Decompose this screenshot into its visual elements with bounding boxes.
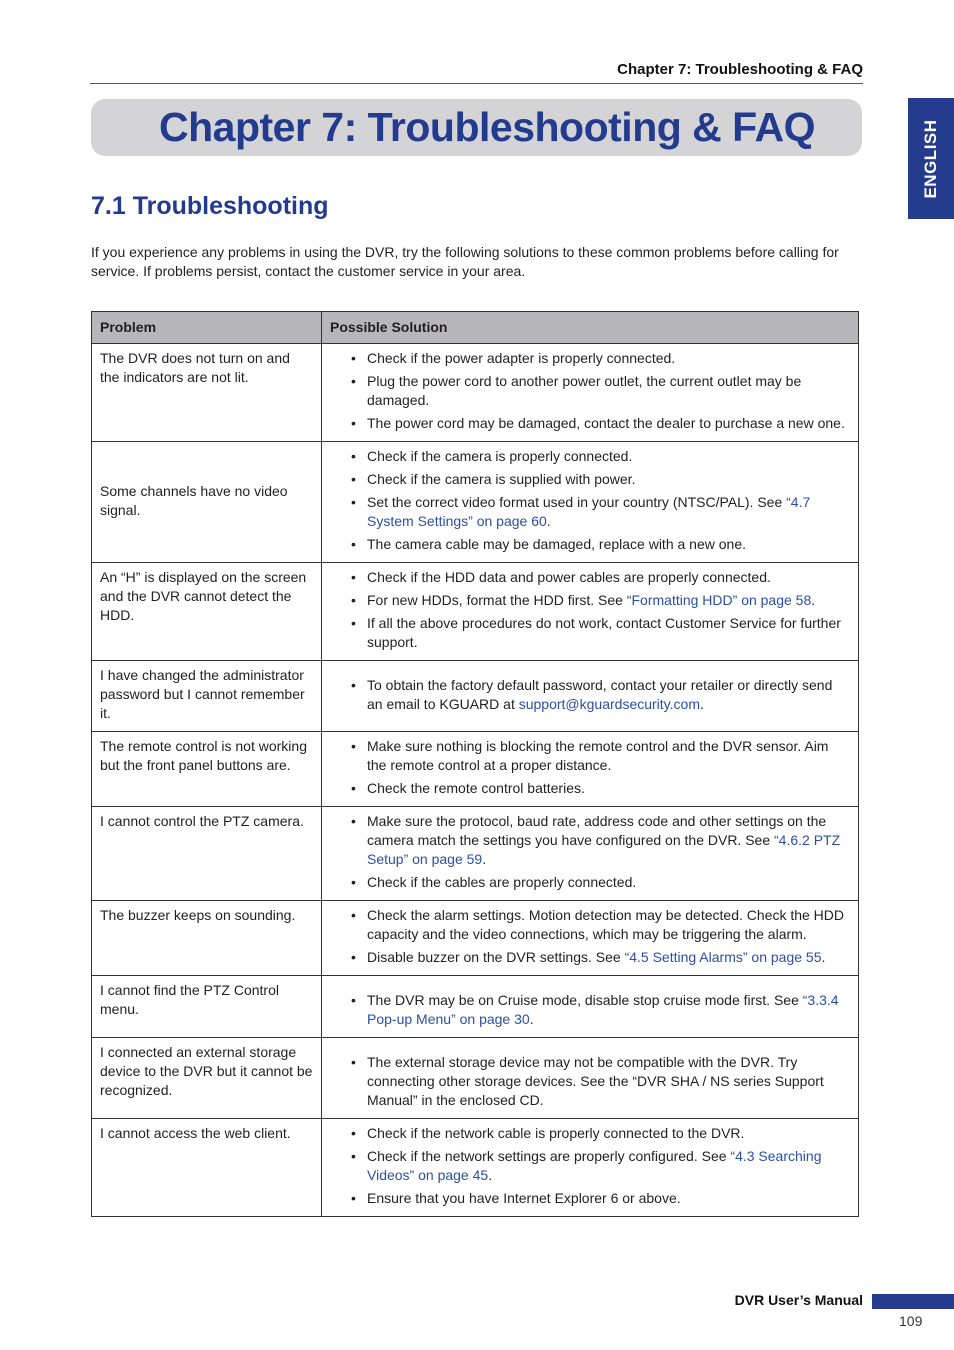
cross-reference-link[interactable]: “3.3.4 Pop-up Menu” on page 30 (367, 992, 839, 1027)
solution-list (330, 906, 850, 967)
solution-text-end: . (821, 949, 826, 965)
problem-cell: The DVR does not turn on and the indicators are not lit. (92, 344, 322, 442)
solution-item (330, 349, 850, 368)
language-tab (908, 98, 954, 219)
solution-item (330, 1124, 850, 1143)
solution-list (330, 1053, 850, 1110)
solution-list (330, 676, 850, 714)
solution-cell (322, 442, 859, 563)
solution-item (330, 873, 850, 892)
solution-list (330, 349, 850, 433)
cross-reference-link[interactable]: “4.7 System Settings” on page 60 (367, 494, 811, 529)
table-row (92, 563, 859, 661)
solution-text: Check the alarm settings. Motion detection may be detected. Check the HDD capacity and the video connections, which may be triggering the alarm. (367, 907, 845, 942)
table-row (92, 1119, 859, 1217)
solution-cell (322, 976, 859, 1038)
cross-reference-link[interactable]: “4.5 Setting Alarms” on page 55 (624, 949, 822, 965)
solution-text: Check if the cables are properly connected. (367, 874, 637, 890)
solution-text: The DVR may be on Cruise mode, disable stop cruise mode first. See (367, 992, 803, 1008)
solution-item (330, 447, 850, 466)
solution-cell (322, 661, 859, 732)
solution-item (330, 676, 850, 714)
solution-item (330, 1147, 850, 1185)
solution-text: Make sure the protocol, baud rate, address code and other settings on the camera match the settings you have configured on the DVR. See (367, 813, 827, 848)
intro-paragraph: If you experience any problems in using the DVR, try the following solutions to these common problems before calling for service. If problems persist, contact the customer service in your area. (91, 244, 839, 279)
solution-text: Ensure that you have Internet Explorer 6 or above. (367, 1190, 681, 1206)
solution-item (330, 812, 850, 869)
solution-text: Check if the HDD data and power cables are properly connected. (367, 569, 771, 585)
solution-text-end: . (811, 592, 816, 608)
solution-text: Check the remote control batteries. (367, 780, 585, 796)
solution-list (330, 991, 850, 1029)
table-header-row (92, 312, 859, 344)
footer-accent-bar (872, 1294, 954, 1309)
problem-cell: An “H” is displayed on the screen and the DVR cannot detect the HDD. (92, 563, 322, 661)
cross-reference-link[interactable]: “4.6.2 PTZ Setup” on page 59 (367, 832, 841, 867)
solution-item (330, 1053, 850, 1110)
solution-cell (322, 807, 859, 901)
solution-item (330, 991, 850, 1029)
problem-cell: The remote control is not working but the front panel buttons are. (92, 732, 322, 807)
solution-list (330, 737, 850, 798)
problem-cell: I cannot access the web client. (92, 1119, 322, 1217)
solution-list (330, 812, 850, 892)
solution-cell (322, 563, 859, 661)
problem-column-header: Problem (92, 312, 322, 344)
solution-cell (322, 732, 859, 807)
solution-list (330, 1124, 850, 1208)
solution-text: The external storage device may not be compatible with the DVR. Try connecting other storage devices. See the “DVR SHA / NS series Support Manual” in the enclosed CD. (367, 1054, 824, 1108)
solution-text: Check if the camera is supplied with power. (367, 471, 636, 487)
chapter-title: Chapter 7: Troubleshooting & FAQ (159, 104, 815, 150)
solution-cell (322, 1119, 859, 1217)
solution-text: Plug the power cord to another power outlet, the current outlet may be damaged. (367, 373, 802, 408)
cross-reference-link[interactable]: “4.3 Searching Videos” on page 45 (367, 1148, 822, 1183)
solution-item (330, 591, 850, 610)
header-divider (90, 83, 863, 84)
solution-text-end: . (529, 1011, 534, 1027)
solution-item (330, 906, 850, 944)
solution-text: Check if the network cable is properly connected to the DVR. (367, 1125, 745, 1141)
solution-item (330, 414, 850, 433)
solution-text: The power cord may be damaged, contact the dealer to purchase a new one. (367, 415, 845, 431)
solution-item (330, 948, 850, 967)
solution-text-end: . (546, 513, 551, 529)
table-row (92, 807, 859, 901)
table-row (92, 1038, 859, 1119)
running-header: Chapter 7: Troubleshooting & FAQ (617, 61, 863, 78)
problem-cell: I cannot find the PTZ Control menu. (92, 976, 322, 1038)
solution-item (330, 372, 850, 410)
solution-item (330, 568, 850, 587)
troubleshooting-table (91, 311, 859, 1217)
solution-item (330, 535, 850, 554)
solution-text: To obtain the factory default password, contact your retailer or directly send an email to KGUARD at (367, 677, 833, 712)
table-row (92, 901, 859, 976)
solution-text: Check if the network settings are properly configured. See (367, 1148, 731, 1164)
solution-list (330, 447, 850, 554)
footer-manual-name: DVR User’s Manual (734, 1292, 863, 1308)
solution-text: The camera cable may be damaged, replace with a new one. (367, 536, 746, 552)
table-row (92, 344, 859, 442)
cross-reference-link[interactable]: support@kguardsecurity.com (518, 696, 700, 712)
problem-cell: I have changed the administrator password but I cannot remember it. (92, 661, 322, 732)
solution-cell (322, 901, 859, 976)
solution-cell (322, 1038, 859, 1119)
table-body (92, 344, 859, 1217)
language-tab-label: ENGLISH (921, 118, 940, 199)
table-row (92, 661, 859, 732)
table-row (92, 442, 859, 563)
solution-text: Make sure nothing is blocking the remote control and the DVR sensor. Aim the remote control at a proper distance. (367, 738, 829, 773)
table-row (92, 732, 859, 807)
solution-text: If all the above procedures do not work, contact Customer Service for further support. (367, 615, 841, 650)
solution-text: Check if the camera is properly connected. (367, 448, 633, 464)
solution-text-end: . (482, 851, 487, 867)
solution-text-end: . (699, 696, 704, 712)
cross-reference-link[interactable]: “Formatting HDD” on page 58 (626, 592, 812, 608)
solution-list (330, 568, 850, 652)
solution-text: Set the correct video format used in your country (NTSC/PAL). See (367, 494, 787, 510)
problem-cell: I cannot control the PTZ camera. (92, 807, 322, 901)
problem-cell: I connected an external storage device to the DVR but it cannot be recognized. (92, 1038, 322, 1119)
problem-cell: Some channels have no video signal. (92, 442, 322, 563)
solution-item (330, 493, 850, 531)
solution-text: Disable buzzer on the DVR settings. See (367, 949, 625, 965)
solution-item (330, 779, 850, 798)
table-row (92, 976, 859, 1038)
problem-cell: The buzzer keeps on sounding. (92, 901, 322, 976)
page-number: 109 (899, 1313, 923, 1329)
chapter-banner (91, 99, 862, 156)
solution-column-header: Possible Solution (322, 312, 859, 344)
solution-item (330, 1189, 850, 1208)
section-title: 7.1 Troubleshooting (91, 192, 329, 220)
solution-text-end: . (488, 1167, 493, 1183)
solution-cell (322, 344, 859, 442)
solution-item (330, 737, 850, 775)
solution-item (330, 470, 850, 489)
solution-item (330, 614, 850, 652)
solution-text: Check if the power adapter is properly connected. (367, 350, 676, 366)
solution-text: For new HDDs, format the HDD first. See (367, 592, 627, 608)
